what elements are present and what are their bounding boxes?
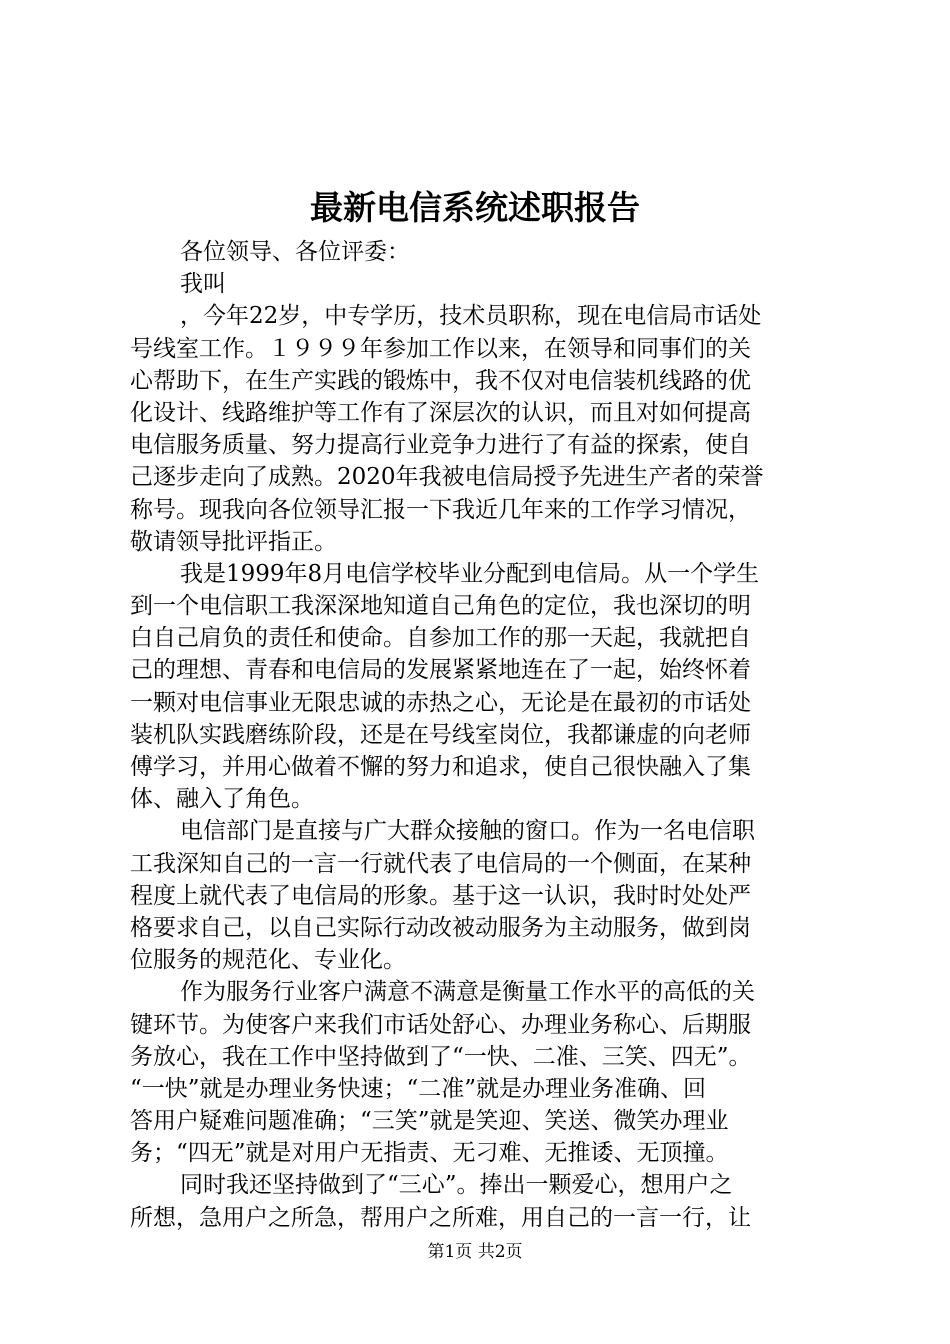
body-line: 敬请领导批评指正。: [130, 528, 337, 555]
body-line: 己的理想、青春和电信局的发展紧紧地连在了一起，始终怀着: [130, 657, 751, 684]
body-line: 称号。现我向各位领导汇报一下我近几年来的工作学习情况，: [130, 496, 751, 523]
body-line: 格要求自己，以自己实际行动改被动服务为主动服务，做到岗: [130, 914, 751, 941]
body-line: 一颗对电信事业无限忠诚的赤热之心，无论是在最初的市话处: [130, 689, 751, 716]
body-line: 我是1999年8月电信学校毕业分配到电信局。从一个学生: [180, 560, 760, 587]
document-title: 最新电信系统述职报告: [310, 188, 640, 227]
body-line: 白自己肩负的责任和使命。自参加工作的那一天起，我就把自: [130, 625, 751, 652]
body-line: 到一个电信职工我深深地知道自己角色的定位，我也深切的明: [130, 593, 751, 620]
body-line: 装机队实践磨练阶段，还是在号线室岗位，我都谦虚的向老师: [130, 721, 751, 748]
body-line: 己逐步走向了成熟。2020年我被电信局授予先进生产者的荣誉: [130, 464, 764, 491]
body-line: 体、融入了角色。: [130, 786, 314, 813]
body-line: 程度上就代表了电信局的形象。基于这一认识，我时时处处严: [130, 882, 751, 909]
body-line: 位服务的规范化、专业化。: [130, 947, 406, 974]
body-line: ，今年22岁，中专学历，技术员职称，现在电信局市话处: [180, 303, 762, 330]
body-line: 键环节。为使客户来我们市话处舒心、办理业务称心、后期服: [130, 1011, 751, 1038]
body-line: 务放心，我在工作中坚持做到了“一快、二准、三笑、四无”。: [130, 1043, 752, 1070]
body-line: 我叫: [180, 271, 226, 298]
body-line: 工我深知自己的一言一行就代表了电信局的一个侧面，在某种: [130, 850, 751, 877]
body-line: 号线室工作。１９９９年参加工作以来，在领导和同事们的关: [130, 335, 751, 362]
body-line: 电信部门是直接与广大群众接触的窗口。作为一名电信职: [180, 818, 755, 845]
body-line: “一快”就是办理业务快速；“二准”就是办理业务准确、回: [130, 1075, 707, 1102]
body-line: 化设计、线路维护等工作有了深层次的认识，而且对如何提高: [130, 399, 751, 426]
body-line: 电信服务质量、努力提高行业竞争力进行了有益的探索，使自: [130, 432, 751, 459]
body-line: 所想，急用户之所急，帮用户之所难，用自己的一言一行，让: [130, 1204, 751, 1231]
body-line: 作为服务行业客户满意不满意是衡量工作水平的高低的关: [180, 979, 755, 1006]
body-line: 务；“四无”就是对用户无指责、无刁难、无推诿、无顶撞。: [130, 1140, 729, 1167]
body-line: 各位领导、各位评委：: [180, 239, 410, 265]
document-body: [130, 236, 830, 1234]
body-line: 傅学习，并用心做着不懈的努力和追求，使自己很快融入了集: [130, 754, 751, 780]
body-line: 心帮助下，在生产实践的锻炼中，我不仅对电信装机线路的优: [130, 367, 751, 394]
body-line: 同时我还坚持做到了“三心”。捧出一颗爱心，想用户之: [180, 1172, 733, 1199]
body-line: 答用户疑难问题准确；“三笑”就是笑迎、笑送、微笑办理业: [130, 1108, 729, 1135]
page-footer: 第1页 共2页: [427, 1242, 523, 1262]
